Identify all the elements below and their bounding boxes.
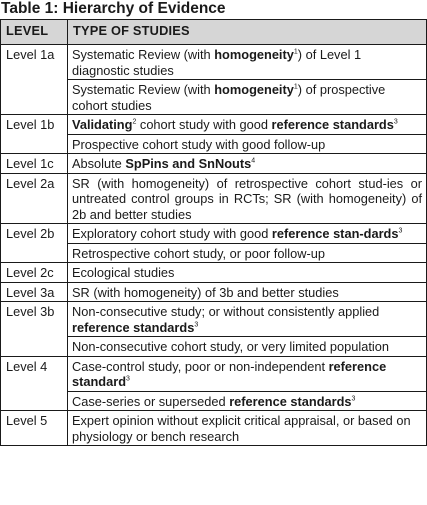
- entry-text: SR (with homogeneity) of 3b and better studies: [72, 284, 339, 300]
- header-type-of-studies: TYPE OF STUDIES: [68, 20, 427, 45]
- study-entry: [68, 357, 426, 391]
- footnote-marker: 3: [398, 227, 403, 235]
- emphasis-term: reference standards: [229, 393, 352, 409]
- emphasis-term: Validating: [72, 117, 133, 132]
- study-type-cell: [68, 115, 427, 154]
- table-row: [1, 302, 427, 357]
- table-row: [1, 411, 427, 446]
- study-entry: [68, 45, 426, 79]
- emphasis-term: homogeneity: [214, 47, 294, 62]
- level-cell: Level 5: [1, 411, 68, 446]
- footnote-marker: 3: [194, 321, 199, 329]
- study-type-cell: [68, 263, 427, 283]
- entry-text: Expert opinion without explicit critical appraisal, or based on physiology or bench research: [72, 413, 411, 444]
- emphasis-term: reference standards: [72, 319, 195, 335]
- table-row: [1, 115, 427, 154]
- study-entry: [68, 391, 426, 411]
- study-entry: [68, 243, 426, 263]
- study-type-cell: [68, 224, 427, 263]
- entry-text: ) of prospective cohort studies: [72, 82, 386, 113]
- entry-text: Case-series or superseded: [72, 393, 230, 409]
- footnote-marker: 3: [351, 395, 356, 403]
- evidence-table: [0, 19, 427, 446]
- level-cell: Level 4: [1, 356, 68, 411]
- level-cell: Level 2a: [1, 173, 68, 224]
- level-cell: Level 1c: [1, 154, 68, 174]
- table-row: [1, 356, 427, 411]
- table-row: [1, 173, 427, 224]
- entry-text: SR (with homogeneity) of retrospective cohort stud-ies or untreated control groups in RCTs; SR (with homogeneity) of 2b and better studies: [72, 175, 422, 222]
- emphasis-term: reference stan-dards: [271, 226, 399, 241]
- study-entry: [68, 115, 426, 134]
- study-entry: [68, 411, 426, 445]
- entry-text: cohort study with good: [136, 117, 272, 132]
- table-body: [1, 45, 427, 446]
- table-header: [1, 20, 427, 45]
- header-row: [1, 20, 427, 45]
- emphasis-term: reference standard: [72, 358, 387, 389]
- footnote-marker: 3: [393, 118, 398, 126]
- emphasis-term: reference standards: [271, 117, 394, 132]
- emphasis-term: homogeneity: [214, 82, 294, 97]
- footnote-marker: 1: [293, 48, 298, 56]
- entry-text: ) of Level 1 diagnostic studies: [72, 47, 362, 78]
- level-cell: Level 3a: [1, 282, 68, 302]
- entry-text: Prospective cohort study with good follow-up: [72, 136, 326, 152]
- study-type-cell: [68, 45, 427, 115]
- study-type-cell: [68, 154, 427, 174]
- level-cell: Level 1a: [1, 45, 68, 115]
- study-type-cell: [68, 302, 427, 357]
- study-entry: [68, 79, 426, 114]
- entry-text: Non-consecutive cohort study, or very limited population: [72, 339, 389, 354]
- table-row: [1, 282, 427, 302]
- table-row: [1, 224, 427, 263]
- level-cell: Level 1b: [1, 115, 68, 154]
- study-entry: [68, 174, 426, 224]
- level-cell: Level 2c: [1, 263, 68, 283]
- table-row: [1, 263, 427, 283]
- entry-text: Case-control study, poor or non-independent: [72, 358, 329, 374]
- table-row: [1, 45, 427, 115]
- study-entry: [68, 302, 426, 336]
- study-type-cell: [68, 411, 427, 446]
- study-type-cell: [68, 282, 427, 302]
- level-cell: Level 3b: [1, 302, 68, 357]
- study-entry: [68, 154, 426, 173]
- entry-text: Retrospective cohort study, or poor follow-up: [72, 245, 325, 261]
- footnote-marker: 4: [251, 157, 256, 165]
- level-cell: Level 2b: [1, 224, 68, 263]
- study-entry: [68, 263, 426, 282]
- footnote-marker: 3: [126, 375, 130, 383]
- entry-text: Absolute: [72, 156, 126, 171]
- study-entry: [68, 134, 426, 154]
- footnote-marker: 2: [132, 118, 137, 126]
- entry-text: Ecological studies: [72, 265, 175, 280]
- study-entry: [68, 224, 426, 243]
- study-type-cell: [68, 173, 427, 224]
- table-title: Table 1: Hierarchy of Evidence: [1, 0, 226, 17]
- entry-text: Systematic Review (with: [72, 82, 215, 97]
- study-entry: [68, 283, 426, 302]
- study-type-cell: [68, 356, 427, 411]
- entry-text: Exploratory cohort study with good: [72, 226, 272, 241]
- footnote-marker: 1: [293, 83, 298, 91]
- emphasis-term: SpPins and SnNouts: [125, 156, 252, 171]
- header-level: LEVEL: [1, 20, 68, 45]
- entry-text: Systematic Review (with: [72, 47, 215, 62]
- entry-text: Non-consecutive study; or without consistently applied: [72, 304, 380, 319]
- study-entry: [68, 336, 426, 356]
- table-row: [1, 154, 427, 174]
